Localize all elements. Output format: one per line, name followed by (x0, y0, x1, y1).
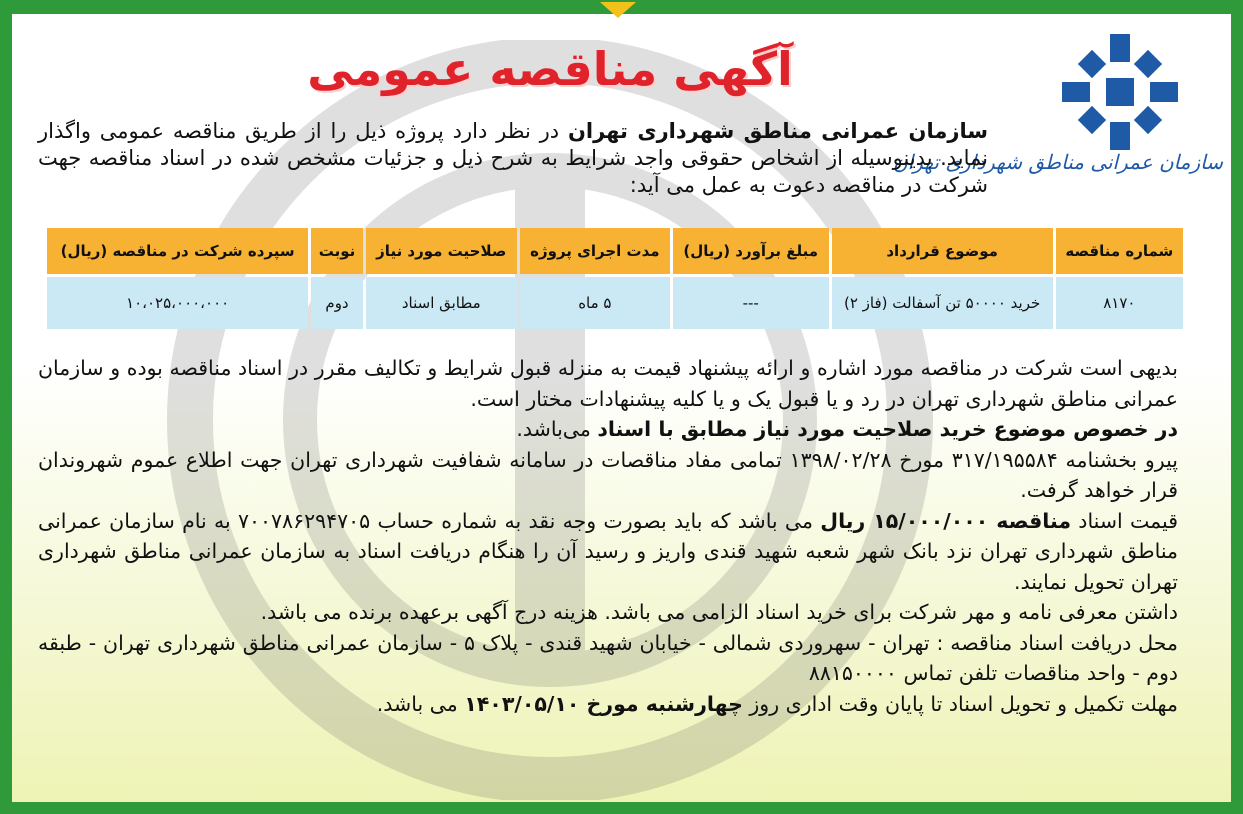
price-rest: می باشد که باید بصورت وجه نقد به شماره حساب ۷۰۰۷۸۶۲۹۴۷۰۵ به نام سازمان عمرانی مناطق شهرداری تهران نزد بانک شهر شعبه شهید قندی واریز و رسید آن را هنگام دریافت اسناد به سازمان عمرانی مناطق شهرداری تهران تحویل نمایند. (38, 508, 1178, 594)
top-notch-decoration (600, 2, 636, 18)
table-header-row (47, 228, 1183, 274)
paragraph-requirements: داشتن معرفی نامه و مهر شرکت برای خرید اسناد الزامی می باشد. هزینه درج آگهی برعهده برنده می باشد. (260, 600, 1178, 624)
deadline-rest: می باشد. (376, 691, 465, 716)
deadline-bold: چهارشنبه مورخ ۱۴۰۳/۰۵/۱۰ (464, 691, 743, 716)
price-bold: مناقصه ۱۵/۰۰۰/۰۰۰ ریال (820, 508, 1072, 533)
logo-right (1150, 82, 1178, 102)
header-tender-number: شماره مناقصه (1056, 228, 1183, 274)
intro-org-name: سازمان عمرانی مناطق شهرداری تهران (567, 119, 988, 143)
logo-caption: سازمان عمرانی مناطق شهرداری تهران (892, 150, 1223, 174)
paragraph-qualification (38, 414, 1178, 445)
header-estimated-amount: مبلغ برآورد (ریال) (673, 228, 829, 274)
qualification-bold: در خصوص موضوع خرید صلاحیت مورد نیاز مطابق با اسناد (597, 417, 1178, 441)
logo-bottom (1110, 122, 1130, 150)
header-contract-subject: موضوع قرارداد (832, 228, 1053, 274)
intro-paragraph (38, 118, 988, 199)
header-required-qualification: صلاحیت مورد نیاز (366, 228, 517, 274)
intro-text: در نظر دارد پروژه ذیل را از طریق مناقصه عمومی واگذار نماید. بدینوسیله از اشخاص حقوقی واجد شرایط به شرح ذیل و جزئیات مشخص شده در اسناد مناقصه جهت شرکت در مناقصه دعوت به عمل می آید: (38, 119, 988, 197)
tender-table (44, 225, 1186, 332)
table-row (47, 277, 1183, 329)
price-prefix: قیمت اسناد (1071, 508, 1179, 533)
cell-contract-subject: خرید ۵۰۰۰۰ تن آسفالت (فاز ۲) (832, 277, 1053, 329)
logo-top (1110, 34, 1130, 62)
logo-left (1062, 82, 1090, 102)
logo-diag-4 (1134, 106, 1162, 134)
cell-project-duration: ۵ ماه (520, 277, 670, 329)
logo-diag-2 (1134, 50, 1162, 78)
cell-required-qualification: مطابق اسناد (366, 277, 517, 329)
paragraph-document-price (38, 506, 1178, 598)
qualification-rest: می‌باشد. (516, 417, 598, 441)
paragraph-deadline (38, 689, 1178, 720)
cell-round: دوم (311, 277, 363, 329)
header-project-duration: مدت اجرای پروژه (520, 228, 670, 274)
logo-center (1106, 78, 1134, 106)
cell-tender-number: ۸۱۷۰ (1056, 277, 1183, 329)
paragraph-location: محل دریافت اسناد مناقصه : تهران - سهروردی شمالی - خیابان شهید قندی - پلاک ۵ - سازمان عمرانی مناطق شهرداری تهران - طبقه دوم - واحد مناقصات تلفن تماس ۸۸۱۵۰۰۰۰ (38, 630, 1178, 685)
logo-diag-3 (1078, 106, 1106, 134)
body-text (38, 353, 1178, 719)
page-title: آگهی مناقصه عمومی (307, 42, 793, 96)
header-deposit: سپرده شرکت در مناقصه (ریال) (47, 228, 308, 274)
paragraph-acceptance: بدیهی است شرکت در مناقصه مورد اشاره و ارائه پیشنهاد قیمت به منزله قبول شرایط و تکالیف مقرر در اسناد مناقصه بوده و سازمان عمرانی مناطق شهرداری تهران در رد و یا قبول یک و یا کلیه پیشنهادات مختار است. (38, 356, 1178, 411)
logo-diag-1 (1078, 50, 1106, 78)
cell-estimated-amount: --- (673, 277, 829, 329)
deadline-prefix: مهلت تکمیل و تحویل اسناد تا پایان وقت اداری روز (742, 691, 1178, 716)
header-round: نوبت (311, 228, 363, 274)
paragraph-transparency: پیرو بخشنامه ۳۱۷/۱۹۵۵۸۴ مورخ ۱۳۹۸/۰۲/۲۸ تمامی مفاد مناقصات در سامانه شفافیت شهرداری تهران جهت اطلاع عموم شهروندان قرار خواهد گرفت. (38, 447, 1178, 502)
cell-deposit: ۱۰،۰۲۵،۰۰۰،۰۰۰ (47, 277, 308, 329)
